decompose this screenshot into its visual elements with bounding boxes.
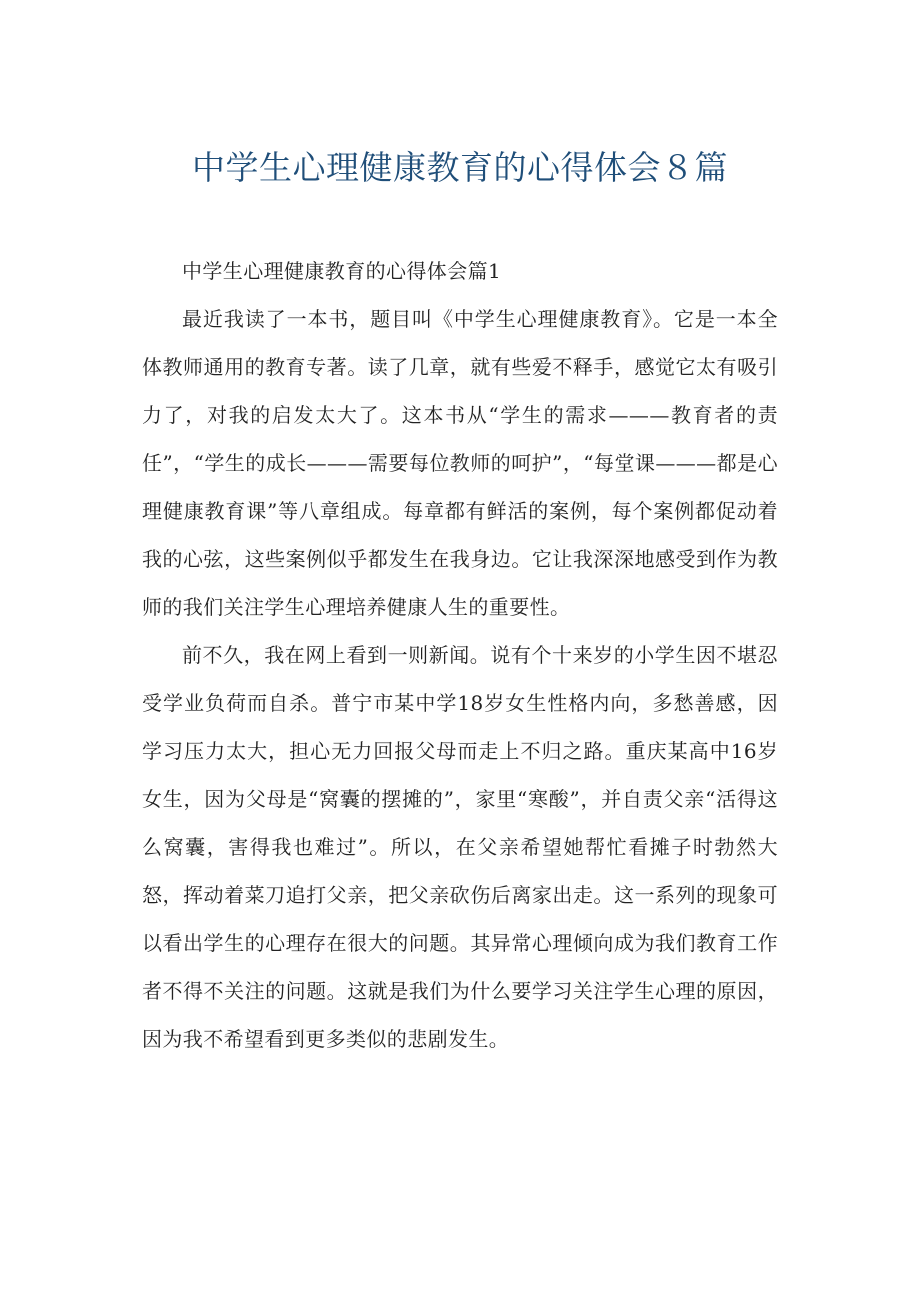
paragraph: 前不久，我在网上看到一则新闻。说有个十来岁的小学生因不堪忍受学业负荷而自杀。普宁市某中学18岁女生性格内向，多愁善感，因学习压力太大，担心无力回报父母而走上不归之路。重庆某高中16岁女生，因为父母是“窝囊的摆摊的”，家里“寒酸”，并自责父亲“活得这么窝囊，害得我也难过”。所以，在父亲希望她帮忙看摊子时勃然大怒，挥动着菜刀追打父亲，把父亲砍伤后离家出走。这一系列的现象可以看出学生的心理存在很大的问题。其异常心理倾向成为我们教育工作者不得不关注的问题。这就是我们为什么要学习关注学生心理的原因，因为我不希望看到更多类似的悲剧发生。 [142,643,778,1051]
document-body [142,247,778,1063]
document-title: 中学生心理健康教育的心得体会８篇 [192,148,728,187]
paragraph: 最近我读了一本书，题目叫《中学生心理健康教育》。它是一本全体教师通用的教育专著。读了几章，就有些爱不释手，感觉它太有吸引力了，对我的启发太大了。这本书从“学生的需求———教育者的责任”，“学生的成长———需要每位教师的呵护”，“每堂课———都是心理健康教育课”等八章组成。每章都有鲜活的案例，每个案例都促动着我的心弦，这些案例似乎都发生在我身边。它让我深深地感受到作为教师的我们关注学生心理培养健康人生的重要性。 [142,307,778,619]
section-heading: 中学生心理健康教育的心得体会篇1 [182,259,502,283]
